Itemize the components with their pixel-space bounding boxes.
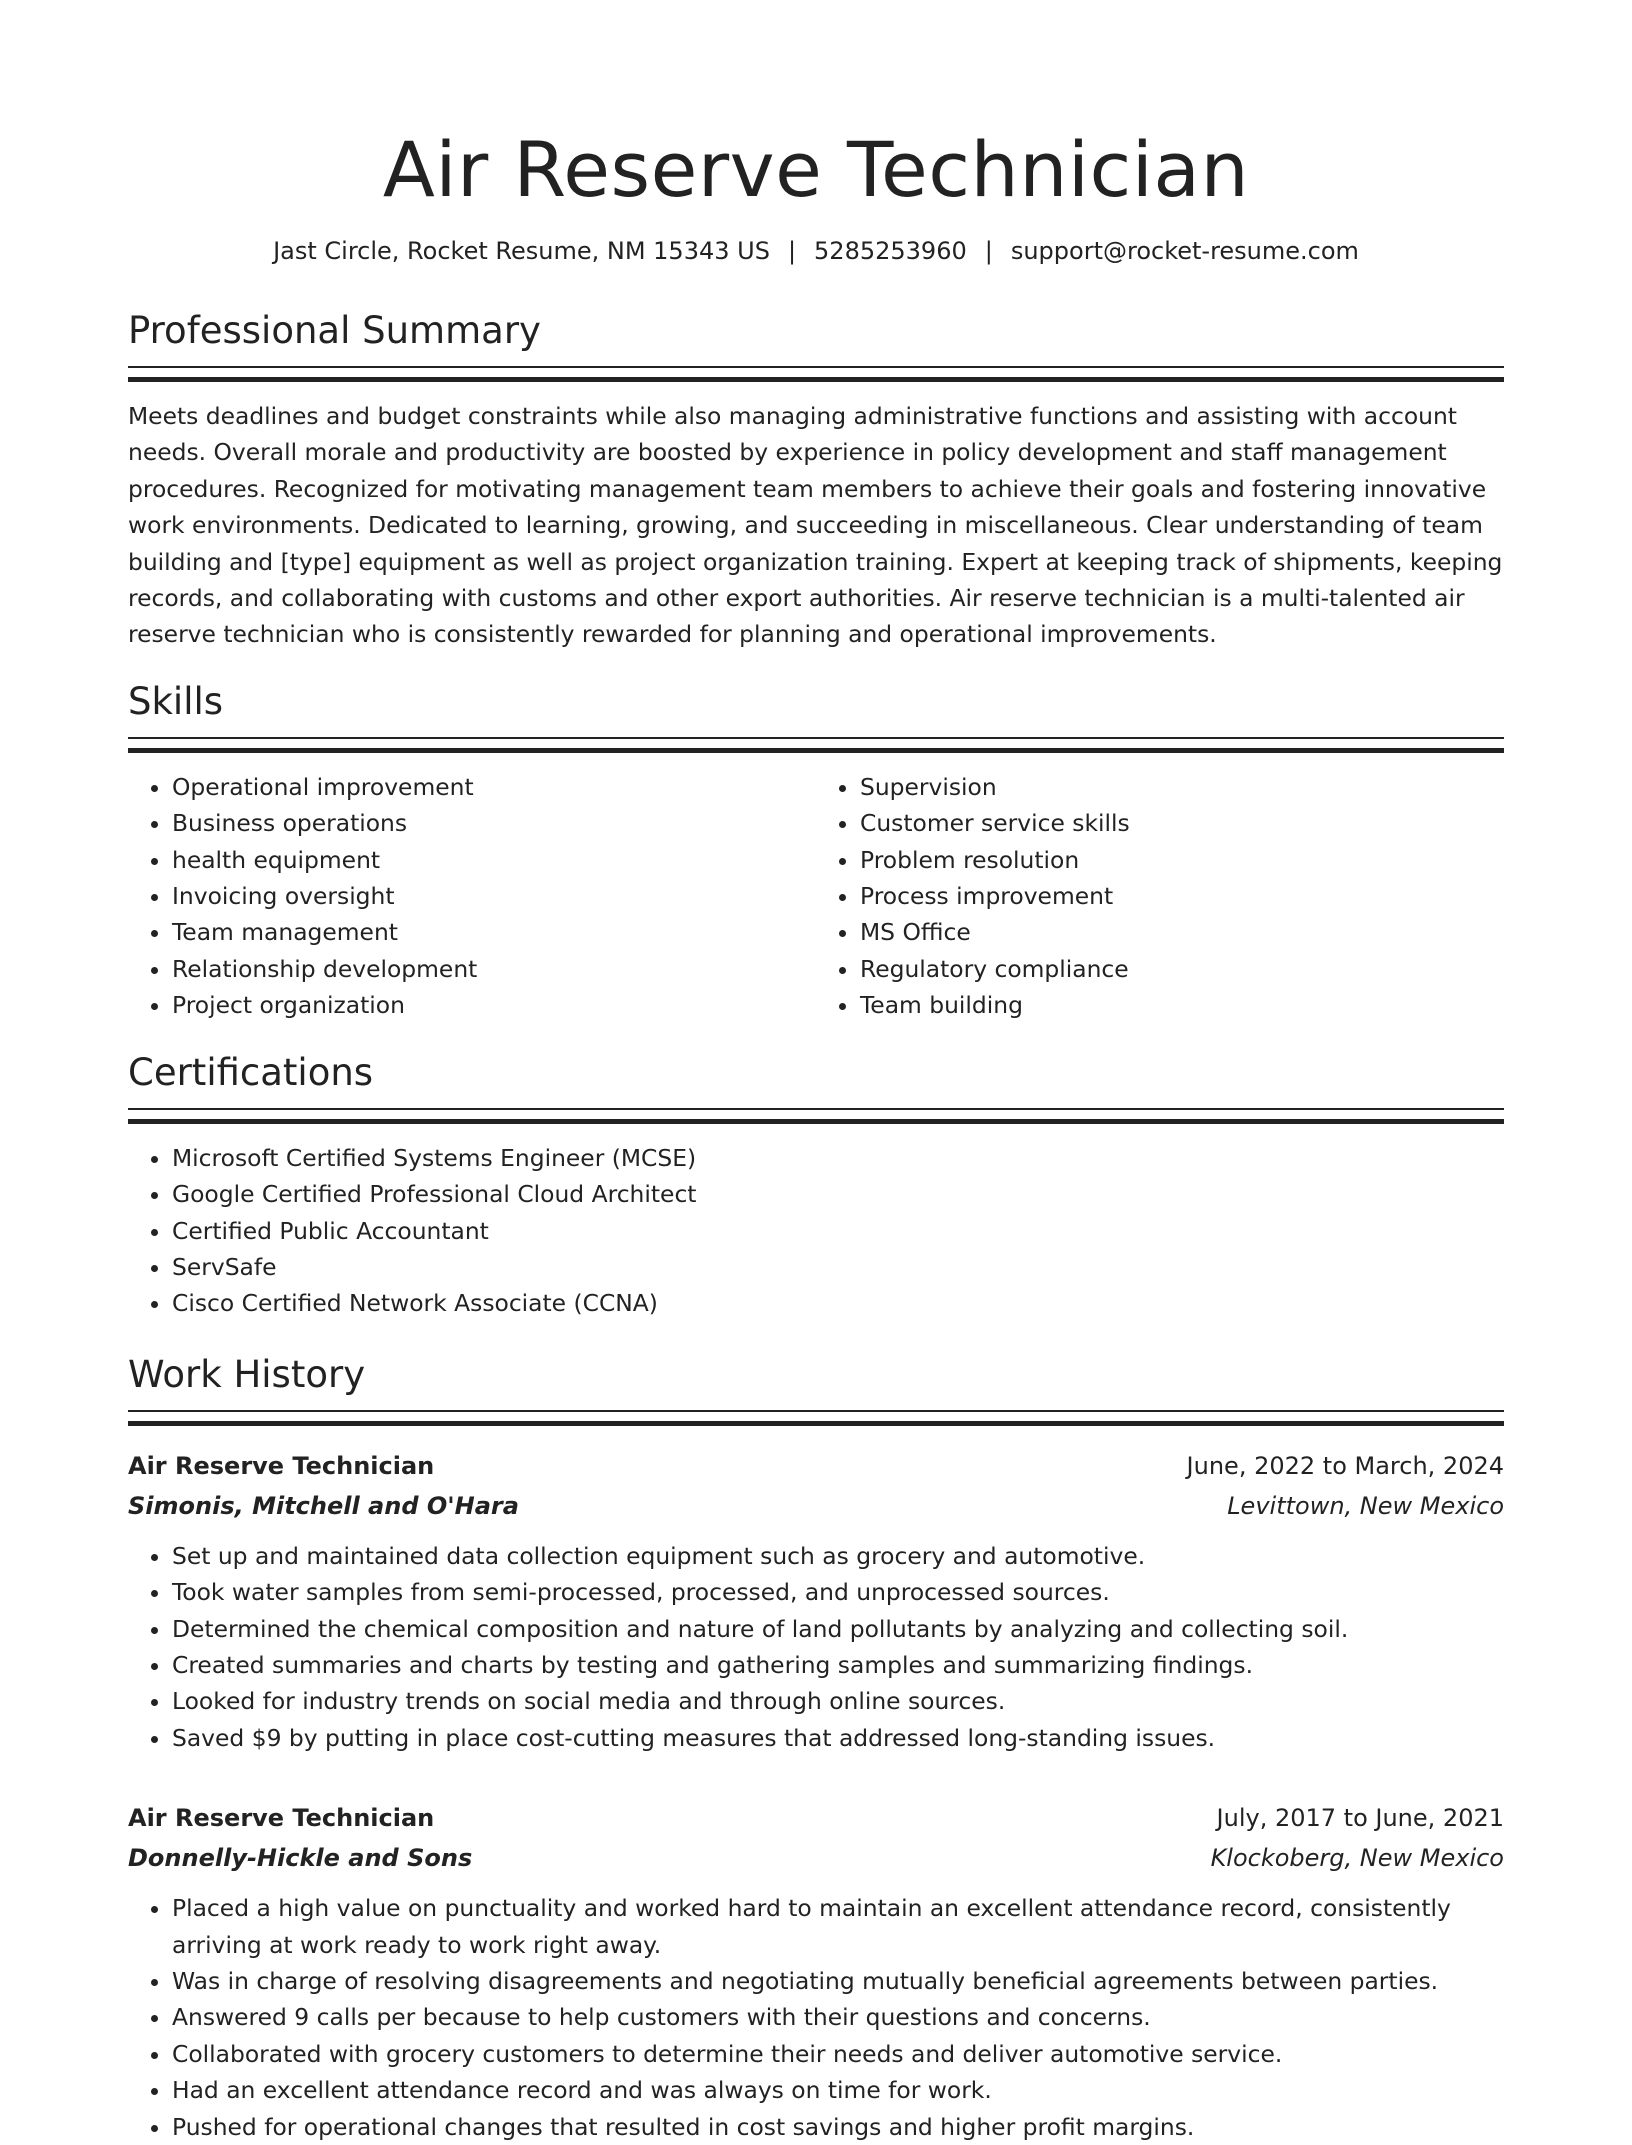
skills-section: [128, 679, 1504, 1024]
skill-item: • Project organization: [172, 987, 816, 1023]
section-title-certifications: Certifications: [128, 1050, 374, 1094]
skill-item: • Relationship development: [172, 951, 816, 987]
job-bullet: • Had an excellent attendance record and was always on time for work.: [172, 2072, 1504, 2108]
section-title-summary: Professional Summary: [128, 309, 541, 352]
contact-address: Jast Circle, Rocket Resume, NM 15343 US: [273, 237, 770, 265]
job-bullet: • Created summaries and charts by testing and gathering samples and summarizing findings.: [172, 1647, 1504, 1683]
job-title: Air Reserve Technician: [128, 1451, 435, 1480]
certification-item: • Google Certified Professional Cloud Architect: [172, 1176, 1504, 1212]
certification-item: • Microsoft Certified Systems Engineer (MCSE): [172, 1140, 1504, 1176]
job-company: Simonis, Mitchell and O'Hara: [128, 1491, 519, 1520]
job-header-row: [128, 1798, 1504, 1838]
section-divider: [128, 1410, 1504, 1426]
certifications-section: [128, 1050, 1504, 1322]
certification-item: • Certified Public Accountant: [172, 1213, 1504, 1249]
skill-item: • Team management: [172, 914, 816, 950]
skill-item: • Invoicing oversight: [172, 878, 816, 914]
contact-separator: |: [984, 237, 993, 265]
job-bullet: • Looked for industry trends on social media and through online sources.: [172, 1683, 1504, 1719]
summary-text: Meets deadlines and budget constraints while also managing administrative functions and assisting with account needs. Overall morale and productivity are boosted by experience in policy development and staff management procedures. Recognized for motivating management team members to achieve their goals and fostering innovative work environments. Dedicated to learning, growing, and succeeding in miscellaneous. Clear understanding of team building and [type] equipment as well as project organization training. Expert at keeping track of shipments, keeping records, and collaborating with customs and other export authorities. Air reserve technician is a multi-talented air reserve technician who is consistently rewarded for planning and operational improvements.: [128, 402, 1503, 649]
certification-item: • Cisco Certified Network Associate (CCNA): [172, 1285, 1504, 1321]
job-company-row: [128, 1486, 1504, 1526]
job-title: Air Reserve Technician: [128, 1804, 435, 1833]
contact-email[interactable]: support@rocket-resume.com: [1010, 237, 1359, 265]
job-bullet: • Determined the chemical composition and nature of land pollutants by analyzing and collecting soil.: [172, 1611, 1504, 1647]
job-bullet: • Placed a high value on punctuality and worked hard to maintain an excellent attendance record, consistently arriving at work ready to work right away.: [172, 1890, 1504, 1963]
skill-item: • Problem resolution: [860, 842, 1504, 878]
work-history-section: [128, 1352, 1504, 2145]
job-bullet: • Took water samples from semi-processed, processed, and unprocessed sources.: [172, 1574, 1504, 1610]
job-dates: July, 2017 to June, 2021: [1216, 1804, 1504, 1833]
job-location: Levittown, New Mexico: [1227, 1491, 1504, 1520]
job-bullet: • Pushed for operational changes that resulted in cost savings and higher profit margins.: [172, 2109, 1504, 2145]
skills-grid: [128, 769, 1504, 1024]
section-divider: [128, 1108, 1504, 1124]
section-divider: [128, 737, 1504, 753]
skill-item: • MS Office: [860, 914, 1504, 950]
job-bullet: • Collaborated with grocery customers to determine their needs and deliver automotive service.: [172, 2036, 1504, 2072]
certification-item: • ServSafe: [172, 1249, 1504, 1285]
skills-list-right: [816, 769, 1504, 1024]
skill-item: • Customer service skills: [860, 805, 1504, 841]
job-header-row: [128, 1446, 1504, 1486]
job-bullet: • Set up and maintained data collection equipment such as grocery and automotive.: [172, 1538, 1504, 1574]
skill-item: • Supervision: [860, 769, 1504, 805]
section-divider: [128, 366, 1504, 382]
job-dates: June, 2022 to March, 2024: [1186, 1451, 1504, 1480]
job-location: Klockoberg, New Mexico: [1210, 1844, 1504, 1873]
section-title-work-history: Work History: [128, 1352, 366, 1396]
job-bullets: [128, 1538, 1504, 1756]
skill-item: • Business operations: [172, 805, 816, 841]
job-entry: [128, 1446, 1504, 1756]
professional-summary-section: [128, 308, 1504, 653]
contact-separator: |: [787, 237, 797, 265]
certifications-list: [128, 1140, 1504, 1322]
skill-item: • Regulatory compliance: [860, 951, 1504, 987]
job-company-row: [128, 1838, 1504, 1878]
resume-page: [128, 0, 1504, 2141]
job-bullet: • Was in charge of resolving disagreements and negotiating mutually beneficial agreements between parties.: [172, 1963, 1504, 1999]
job-company: Donnelly-Hickle and Sons: [128, 1844, 473, 1873]
skill-item: • health equipment: [172, 842, 816, 878]
job-bullets: [128, 1890, 1504, 2145]
skill-item: • Operational improvement: [172, 769, 816, 805]
job-bullet: • Saved $9 by putting in place cost-cutting measures that addressed long-standing issues.: [172, 1720, 1504, 1756]
skill-item: • Team building: [860, 987, 1504, 1023]
contact-phone: 5285253960: [814, 237, 967, 265]
candidate-name: Air Reserve Technician: [382, 125, 1250, 214]
contact-line: [128, 234, 1504, 268]
skill-item: • Process improvement: [860, 878, 1504, 914]
section-title-skills: Skills: [128, 679, 224, 723]
skills-list-left: [128, 769, 816, 1024]
job-entry: [128, 1798, 1504, 2145]
job-bullet: • Answered 9 calls per because to help customers with their questions and concerns.: [172, 1999, 1504, 2035]
